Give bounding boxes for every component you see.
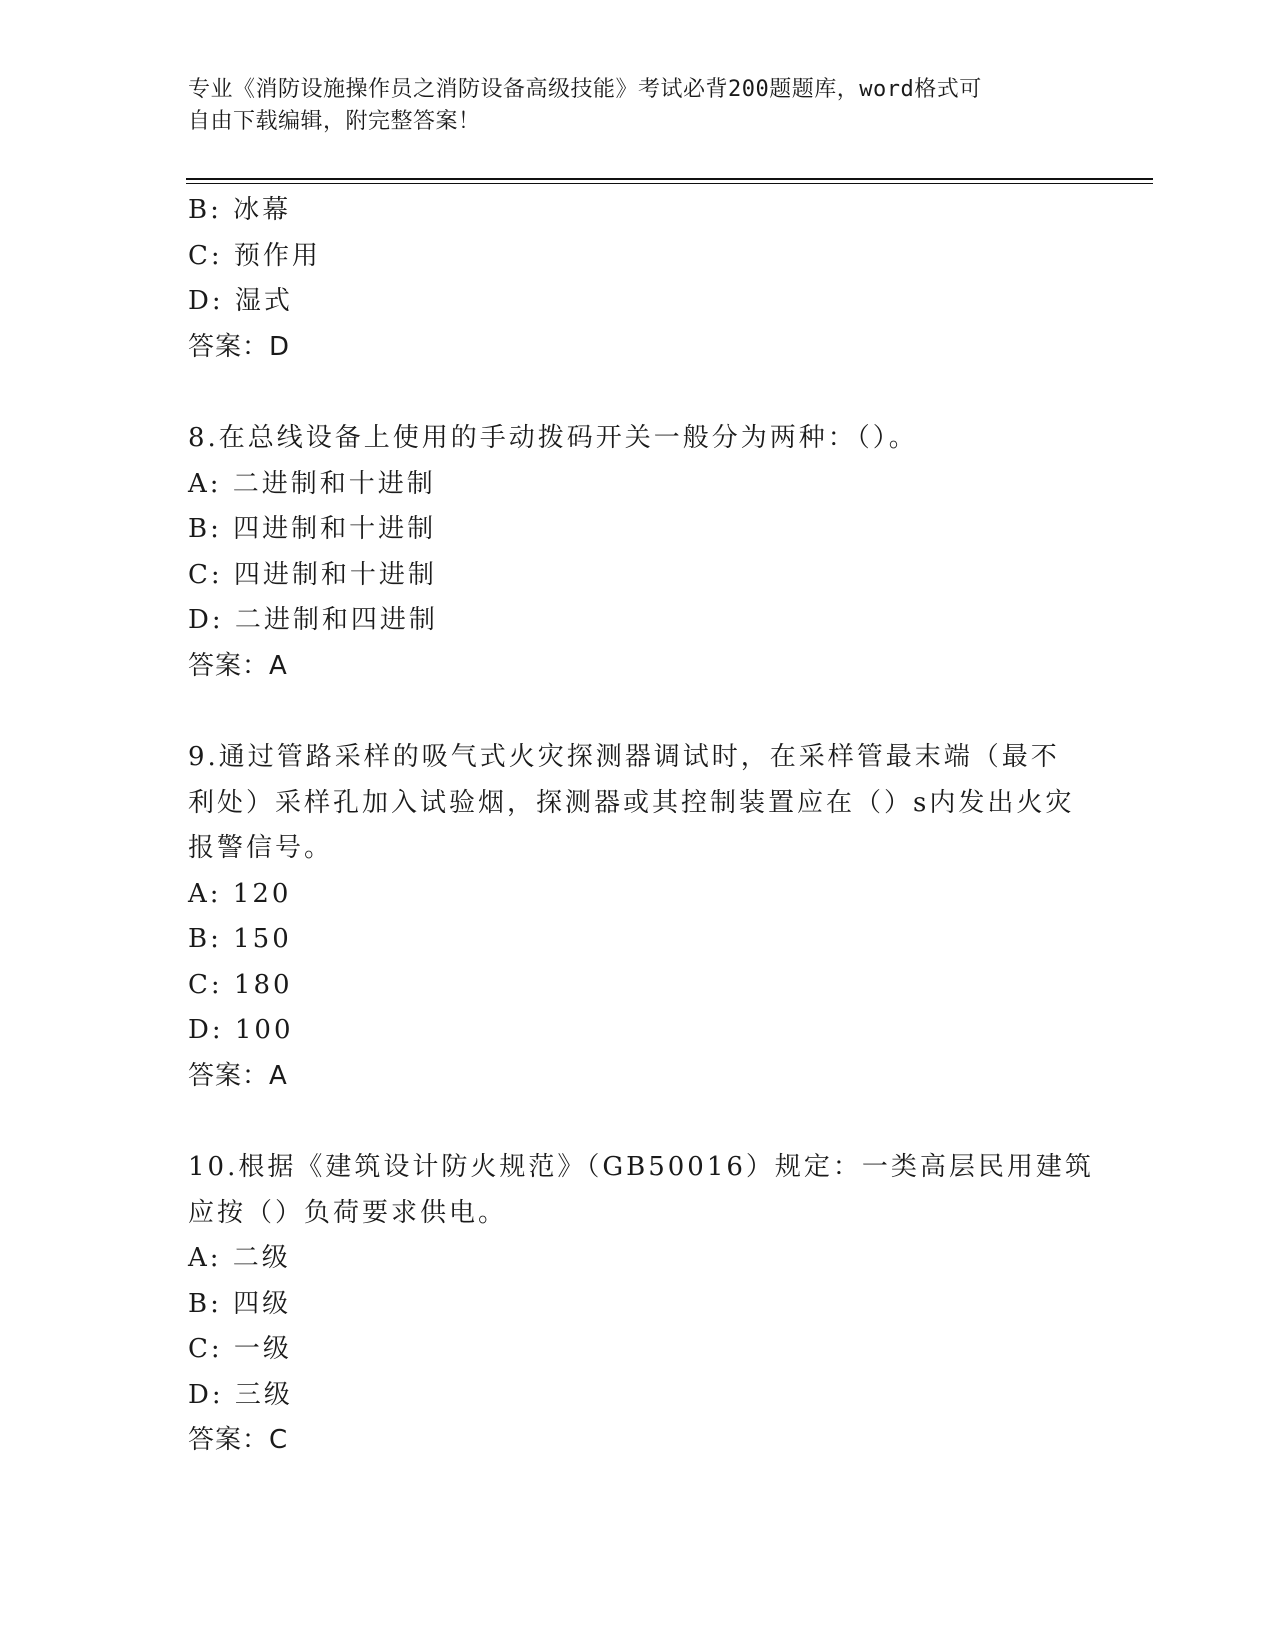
option-d: D: 湿式 <box>188 286 293 316</box>
option-b: B: 四级 <box>188 1288 292 1319</box>
spacer <box>188 370 1088 416</box>
header-divider-thin <box>186 183 1153 184</box>
answer-line: 答案：C <box>188 1425 289 1455</box>
document-header <box>188 74 1068 138</box>
option-c: C: 一级 <box>188 1334 292 1364</box>
question-stem-line-2: 利处）采样孔加入试验烟，探测器或其控制装置应在（）s内发出火灾 <box>188 787 1075 818</box>
question-stem-line-3: 报警信号。 <box>188 833 334 863</box>
answer-line: 答案：D <box>188 331 291 362</box>
question-7-tail <box>188 188 1088 370</box>
question-stem-line-1: 9.通过管路采样的吸气式火灾探测器调试时，在采样管最末端（最不 <box>188 742 1060 772</box>
header-line-1: 专业《消防设施操作员之消防设备高级技能》考试必背200题题库，word格式可 <box>188 77 982 102</box>
option-d: D: 二进制和四进制 <box>188 605 438 635</box>
answer-line: 答案：A <box>188 650 288 681</box>
option-b: B: 四进制和十进制 <box>188 514 437 544</box>
header-divider-thick <box>186 178 1153 180</box>
header-line-2: 自由下载编辑，附完整答案！ <box>188 109 481 134</box>
question-stem-line-1: 10.根据《建筑设计防火规范》（GB50016）规定：一类高层民用建筑 <box>188 1152 1094 1182</box>
question-8 <box>188 416 1088 689</box>
question-stem-line-2: 应按（）负荷要求供电。 <box>188 1197 508 1228</box>
option-a: A: 二级 <box>188 1243 291 1273</box>
option-c: C: 180 <box>188 969 293 1000</box>
option-d: D: 三级 <box>188 1379 293 1410</box>
question-10 <box>188 1145 1094 1464</box>
option-b: B: 150 <box>188 924 292 954</box>
answer-line: 答案：A <box>188 1060 288 1091</box>
question-list <box>188 188 1094 1464</box>
question-9 <box>188 735 1088 1099</box>
option-a: A: 二进制和十进制 <box>188 468 436 499</box>
spacer <box>188 1099 1088 1145</box>
spacer <box>188 689 1088 735</box>
option-c: C: 预作用 <box>188 240 321 271</box>
option-a: A: 120 <box>188 878 292 909</box>
question-stem: 8.在总线设备上使用的手动拨码开关一般分为两种：（）。 <box>188 423 918 453</box>
option-d: D: 100 <box>188 1015 294 1045</box>
option-b: B: 冰幕 <box>188 195 292 225</box>
option-c: C: 四进制和十进制 <box>188 559 437 590</box>
